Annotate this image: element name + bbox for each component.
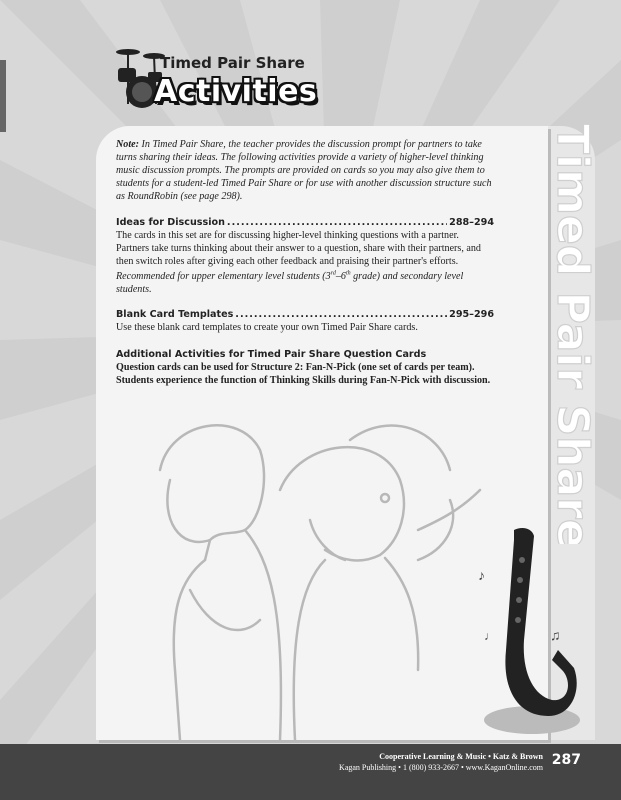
svg-text:♩: ♩ — [484, 629, 496, 643]
rec-sup2: th — [345, 271, 351, 277]
rec-dash: –6 — [335, 271, 346, 283]
section-body-blank-cards: Use these blank card templates to create your own Timed Pair Share cards. — [116, 322, 418, 334]
leader-dots — [227, 216, 447, 229]
footer-book-title: Cooperative Learning & Music • Katz & Brown — [379, 752, 543, 761]
rec-before: Recommended for upper elementary level students (3 — [116, 271, 331, 283]
section-pages: 295–296 — [449, 309, 494, 321]
additional-body: Question cards can be used for Structure 2: Fan-N-Pick (one set of cards per team). Students experience the function of Thinking Skills during Fan-N-Pick with discussion. — [116, 362, 491, 387]
header-title: Activities — [154, 74, 318, 109]
leader-dots — [235, 308, 447, 321]
section-heading-ideas — [116, 216, 494, 229]
section-title: Ideas for Discussion — [116, 217, 225, 228]
note-text: In Timed Pair Share, the teacher provides the discussion prompt for partners to take turns sharing their ideas. The following activities provide a variety of higher-level thinking music discussion prompts. The prompts are provided on cards so you may also give them to students for a student-led Timed Pair Share or for use with another discussion structure such as RoundRobin (see page 298). — [116, 139, 492, 202]
svg-text:♪: ♪ — [478, 569, 485, 584]
rec-sup1: rd — [330, 271, 336, 277]
left-edge-bar — [0, 60, 6, 132]
page-header — [114, 44, 318, 124]
additional-title: Additional Activities for Timed Pair Share Question Cards — [116, 349, 427, 361]
page-number: 287 — [551, 752, 581, 768]
people-illustration — [150, 410, 490, 740]
header-subtitle: Timed Pair Share — [160, 54, 305, 72]
recommendation-text — [116, 271, 463, 295]
page-footer — [0, 744, 621, 800]
svg-text:♫: ♫ — [550, 629, 561, 644]
saxophone-icon — [462, 520, 582, 740]
section-pages: 288–294 — [449, 217, 494, 228]
section-title: Blank Card Templates — [116, 309, 234, 321]
side-title-text: Timed Pair Share — [547, 124, 598, 544]
main-content — [116, 138, 494, 387]
rec-after: grade) and secondary level students. — [116, 271, 464, 296]
section-heading-blank-cards — [116, 308, 494, 321]
section-body-ideas — [116, 229, 494, 296]
note-label: Note: — [116, 139, 139, 150]
footer-publisher: Kagan Publishing • 1 (800) 933-2667 • www.KaganOnline.com — [339, 763, 543, 772]
additional-heading — [116, 348, 494, 361]
section-body-text: The cards in this set are for discussing higher-level thinking questions with a partner. Partners take turns thinking about their answer to a question, share with their partners, and then switch roles after giving each other feedback and praising their partner's efforts. — [116, 230, 481, 267]
note-paragraph — [116, 138, 494, 203]
side-title — [540, 104, 600, 544]
